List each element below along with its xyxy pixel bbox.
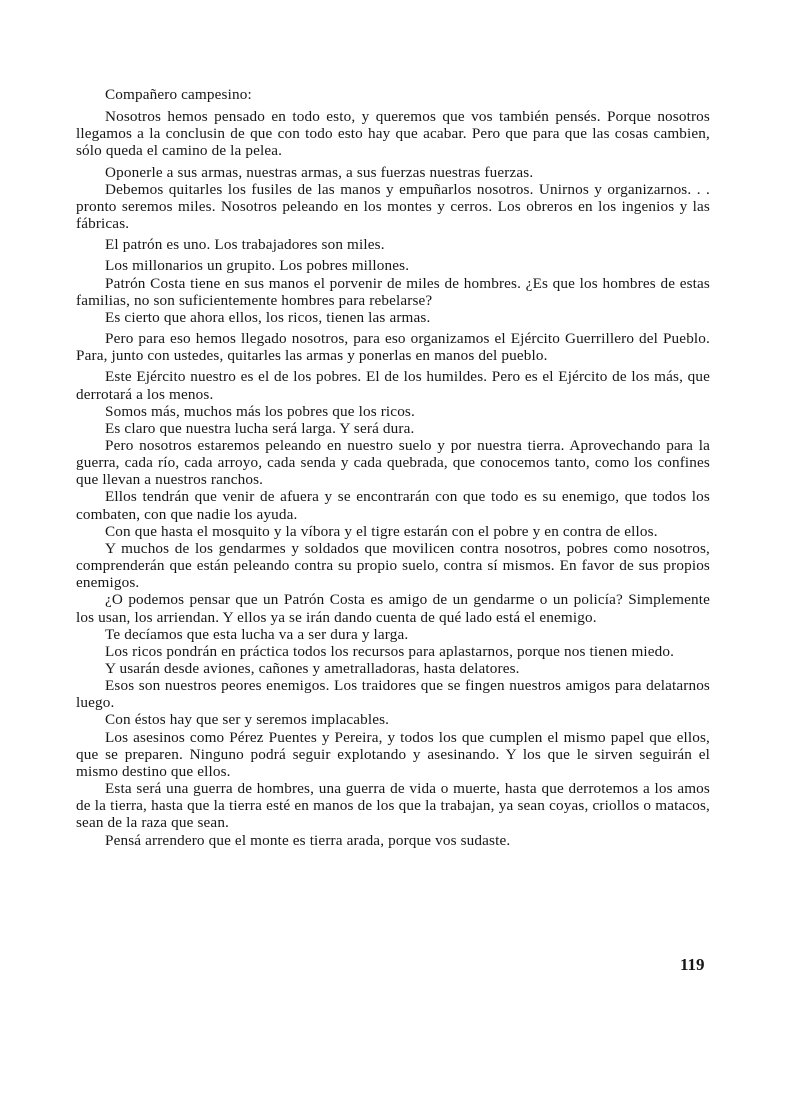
paragraph: Pero para eso hemos llegado nosotros, para eso organizamos el Ejército Guerrillero del Pueblo. Para, junto con ustedes, quitarles las armas y ponerlas en manos del pueblo. (76, 330, 710, 365)
paragraph: Esta será una guerra de hombres, una guerra de vida o muerte, hasta que derrotemos a los amos de la tierra, hasta que la tierra esté en manos de los que la trabajan, ya sean coyas, criollos o matacos, sean de la raza que sean. (76, 780, 710, 832)
paragraph: Es cierto que ahora ellos, los ricos, tienen las armas. (105, 308, 431, 326)
paragraph: Pero nosotros estaremos peleando en nuestro suelo y por nuestra tierra. Aprovechando para la guerra, cada río, cada arroyo, cada senda y cada quebrada, que conocemos tanto, como los confines que llevan a nuestros ranchos. (76, 436, 710, 489)
salutation: Compañero campesino: (105, 86, 252, 103)
letter-body (76, 86, 710, 849)
paragraph: Ellos tendrán que venir de afuera y se encontrarán con que todo es su enemigo, que todos los combaten, con que nadie los ayuda. (76, 488, 710, 523)
paragraph: Con que hasta el mosquito y la víbora y el tigre estarán con el pobre y en contra de ellos. (105, 522, 658, 540)
paragraph: Y muchos de los gendarmes y soldados que movilicen contra nosotros, pobres como nosotros, comprenderán que están peleando contra su propio suelo, contra sí mismos. En favor de sus propios enemigos. (76, 539, 710, 592)
paragraph: Te decíamos que esta lucha va a ser dura y larga. (105, 625, 409, 643)
paragraph: El patrón es uno. Los trabajadores son miles. (105, 236, 385, 254)
paragraph: Los ricos pondrán en práctica todos los recursos para aplastarnos, porque nos tienen miedo. (105, 642, 675, 660)
paragraph: ¿O podemos pensar que un Patrón Costa es amigo de un gendarme o un policía? Simplemente los usan, los arriendan. Y ellos ya se irán dando cuenta de qué lado está el enemigo. (76, 591, 710, 626)
paragraph: Pensá arrendero que el monte es tierra arada, porque vos sudaste. (105, 831, 511, 849)
paragraph: Debemos quitarles los fusiles de las manos y empuñarlos nosotros. Unirnos y organizarnos. . . pronto seremos miles. Nosotros peleando en los montes y cerros. Los obreros en los ingenios y las fábricas. (76, 180, 710, 233)
paragraph: Con éstos hay que ser y seremos implacables. (105, 711, 390, 729)
paragraph: Es claro que nuestra lucha será larga. Y será dura. (105, 419, 415, 437)
paragraph: Esos son nuestros peores enemigos. Los traidores que se fingen nuestros amigos para delatarnos luego. (76, 677, 710, 712)
page-number: 119 (680, 955, 705, 974)
paragraph: Este Ejército nuestro es el de los pobres. El de los humildes. Pero es el Ejército de los más, que derrotará a los menos. (76, 368, 710, 403)
paragraph: Y usarán desde aviones, cañones y ametralladoras, hasta delatores. (105, 660, 520, 677)
paragraph: Los millonarios un grupito. Los pobres millones. (105, 257, 410, 275)
paragraph: Patrón Costa tiene en sus manos el porvenir de miles de hombres. ¿Es que los hombres de estas familias, no son suficientemente hombres para rebelarse? (76, 274, 710, 309)
paragraph: Los asesinos como Pérez Puentes y Pereira, y todos los que cumplen el mismo papel que ellos, que se preparen. Ninguno podrá seguir explotando y asesinando. Y los que le sirven seguirán el mismo destino que ellos. (76, 728, 710, 780)
paragraph: Somos más, muchos más los pobres que los ricos. (105, 402, 415, 420)
paragraph: Nosotros hemos pensado en todo esto, y queremos que vos también pensés. Porque nosotros llegamos a la conclusin de que con todo esto hay que acabar. Pero que para que las cosas cambien, sólo queda el camino de la pelea. (76, 108, 710, 160)
paragraph: Oponerle a sus armas, nuestras armas, a sus fuerzas nuestras fuerzas. (105, 163, 534, 181)
